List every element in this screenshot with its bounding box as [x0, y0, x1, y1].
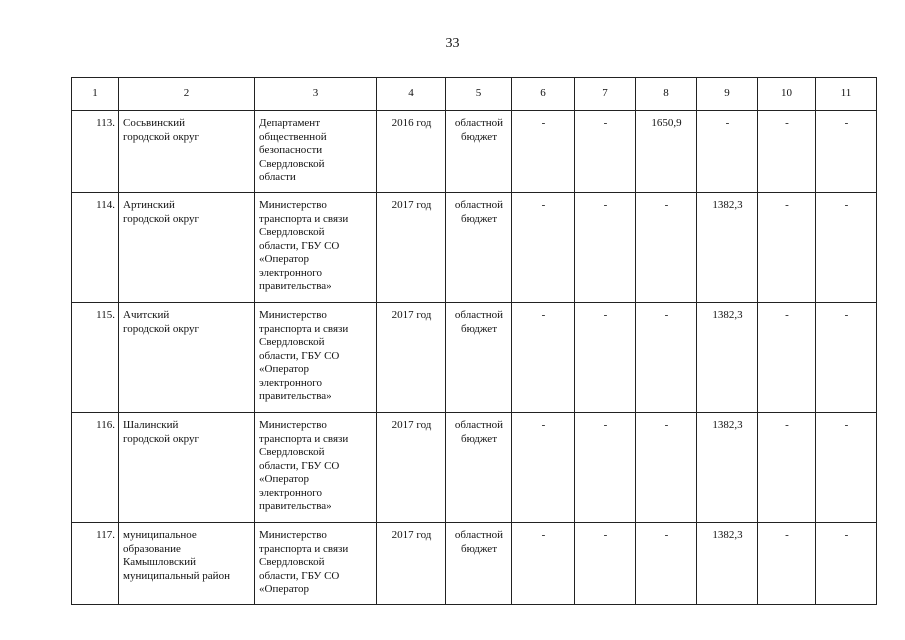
funding-source: областной бюджет [446, 523, 512, 605]
value-cell: - [512, 193, 575, 303]
funding-source: областной бюджет [446, 193, 512, 303]
value-cell: - [575, 111, 636, 193]
header-cell: 8 [636, 78, 697, 111]
value-cell: - [758, 193, 816, 303]
data-table [71, 77, 877, 605]
header-cell: 11 [816, 78, 877, 111]
table-row [72, 111, 877, 193]
year-cell: 2017 год [377, 413, 446, 523]
value-cell: - [816, 193, 877, 303]
value-cell: - [697, 111, 758, 193]
value-cell: - [512, 413, 575, 523]
value-cell: 1382,3 [697, 303, 758, 413]
value-cell: 1382,3 [697, 193, 758, 303]
executor-name: Министерство транспорта и связи Свердловской области, ГБУ СО «Оператор электронного правительства» [255, 303, 377, 413]
entity-name: Шалинский городской округ [119, 413, 255, 523]
header-cell: 5 [446, 78, 512, 111]
value-cell: - [758, 111, 816, 193]
entity-name: Сосьвинский городской округ [119, 111, 255, 193]
table-row [72, 303, 877, 413]
year-cell: 2017 год [377, 523, 446, 605]
page-number: 33 [445, 36, 460, 51]
executor-name: Министерство транспорта и связи Свердловской области, ГБУ СО «Оператор электронного правительства» [255, 413, 377, 523]
table-row [72, 413, 877, 523]
row-number: 113. [72, 111, 119, 193]
row-number: 114. [72, 193, 119, 303]
value-cell: - [575, 413, 636, 523]
entity-name: Ачитский городской округ [119, 303, 255, 413]
value-cell: - [512, 523, 575, 605]
header-cell: 4 [377, 78, 446, 111]
value-cell: - [575, 303, 636, 413]
header-row [72, 78, 877, 111]
table-body [72, 111, 877, 605]
value-cell: - [816, 413, 877, 523]
header-cell: 6 [512, 78, 575, 111]
header-cell: 9 [697, 78, 758, 111]
header-cell: 3 [255, 78, 377, 111]
value-cell: - [636, 193, 697, 303]
value-cell: 1382,3 [697, 413, 758, 523]
value-cell: - [575, 193, 636, 303]
header-cell: 2 [119, 78, 255, 111]
value-cell: - [816, 523, 877, 605]
table-row [72, 193, 877, 303]
value-cell: - [816, 303, 877, 413]
row-number: 117. [72, 523, 119, 605]
header-cell: 7 [575, 78, 636, 111]
value-cell: - [512, 303, 575, 413]
value-cell: - [636, 413, 697, 523]
value-cell: - [816, 111, 877, 193]
executor-name: Департамент общественной безопасности Свердловской области [255, 111, 377, 193]
value-cell: - [636, 523, 697, 605]
value-cell: - [758, 413, 816, 523]
value-cell: - [575, 523, 636, 605]
value-cell: 1382,3 [697, 523, 758, 605]
year-cell: 2017 год [377, 303, 446, 413]
row-number: 116. [72, 413, 119, 523]
value-cell: - [636, 303, 697, 413]
header-cell: 10 [758, 78, 816, 111]
header-cell: 1 [72, 78, 119, 111]
value-cell: - [512, 111, 575, 193]
value-cell: 1650,9 [636, 111, 697, 193]
funding-source: областной бюджет [446, 413, 512, 523]
entity-name: муниципальное образование Камышловский муниципальный район [119, 523, 255, 605]
table-row [72, 523, 877, 605]
entity-name: Артинский городской округ [119, 193, 255, 303]
funding-source: областной бюджет [446, 303, 512, 413]
executor-name: Министерство транспорта и связи Свердловской области, ГБУ СО «Оператор электронного правительства» [255, 193, 377, 303]
value-cell: - [758, 523, 816, 605]
year-cell: 2016 год [377, 111, 446, 193]
funding-source: областной бюджет [446, 111, 512, 193]
row-number: 115. [72, 303, 119, 413]
executor-name: Министерство транспорта и связи Свердловской области, ГБУ СО «Оператор [255, 523, 377, 605]
table-header [72, 78, 877, 111]
value-cell: - [758, 303, 816, 413]
year-cell: 2017 год [377, 193, 446, 303]
